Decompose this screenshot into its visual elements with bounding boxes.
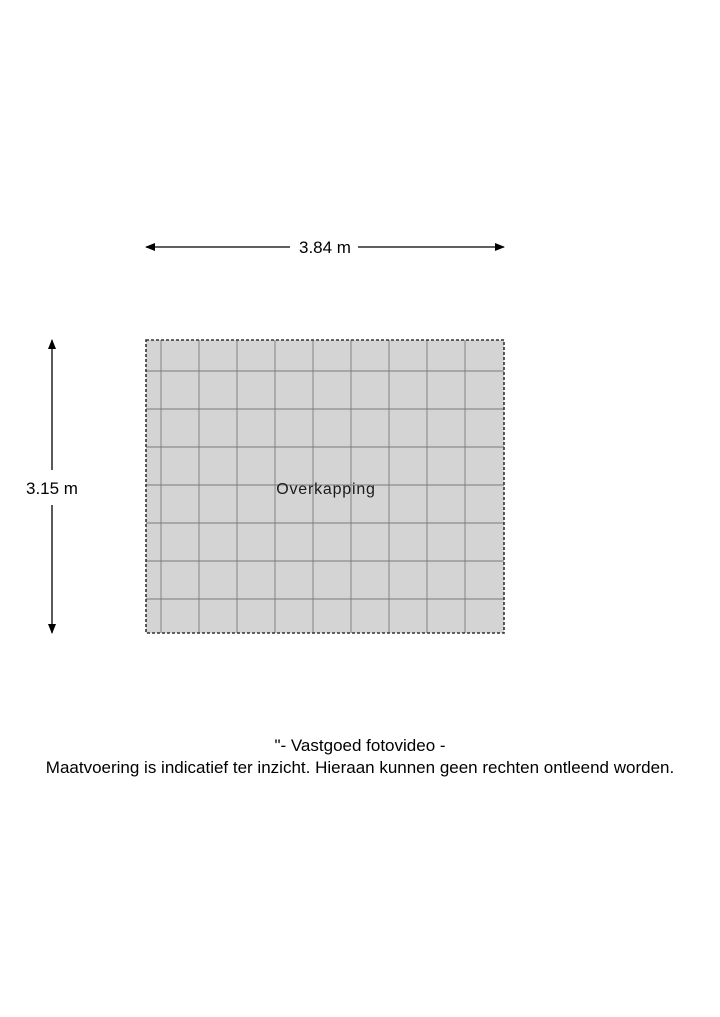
room-overkapping — [146, 340, 504, 633]
width-dimension-label: 3.84 m — [299, 238, 351, 257]
height-dimension-label: 3.15 m — [26, 479, 78, 498]
height-dimension — [26, 340, 78, 633]
room-label: Overkapping — [276, 481, 376, 498]
footer-brand: "- Vastgoed fotovideo - — [274, 736, 446, 755]
footer-disclaimer: Maatvoering is indicatief ter inzicht. Hieraan kunnen geen rechten ontleend worden. — [45, 758, 675, 777]
width-dimension — [146, 238, 504, 257]
